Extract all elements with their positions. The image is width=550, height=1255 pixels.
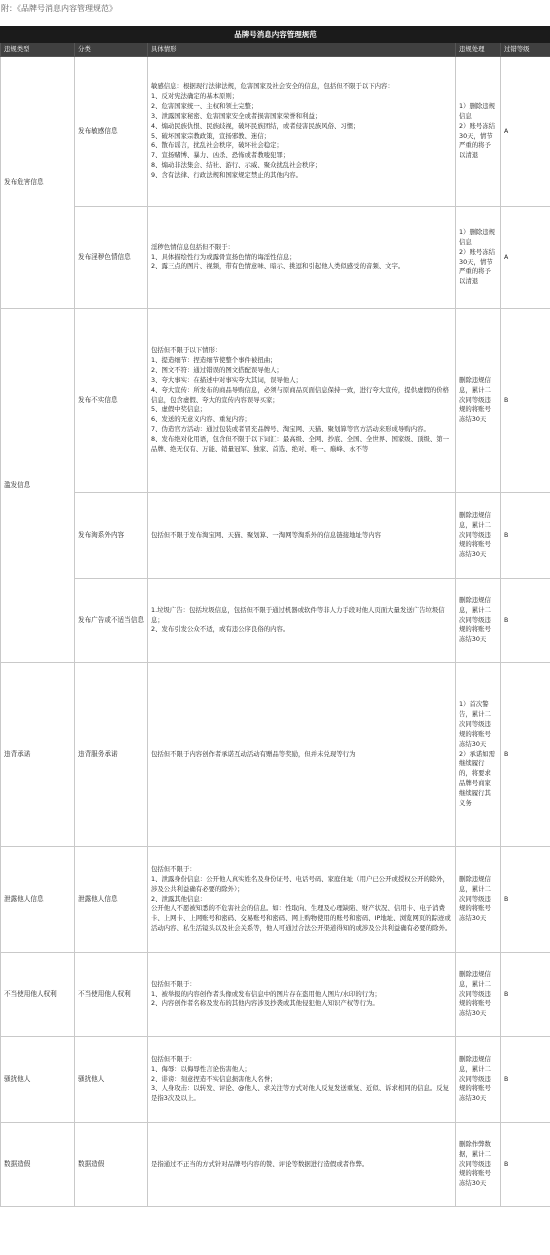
table-row — [1, 57, 550, 207]
action-cell — [456, 1037, 501, 1123]
level-cell: A — [501, 57, 550, 207]
header-action: 违规处理 — [456, 43, 501, 57]
category-cell: 发布不实信息 — [75, 309, 148, 493]
detail-line: 1、被举报的内容创作者头像或发布信息中的图片存在盗用他人图片/水印的行为； — [151, 989, 381, 998]
action-cell — [456, 579, 501, 663]
category-cell: 发布淫秽色情信息 — [75, 207, 148, 309]
level-cell: B — [501, 1123, 550, 1207]
table-row — [1, 847, 550, 953]
table-row — [1, 579, 550, 663]
detail-line: 公开他人不愿被知悉的不危害社会的信息。如：性取向、生理及心理缺陷、财产状况、信用卡、电子消费卡、上网卡、上网账号和密码、交易账号和密码、网上购物使用的账号和密码、IP地址、浏览网页的踪迹或活动内容、私生活镜头以及社会关系等，他人可通过合法公开渠道得知的或涉及公共利益确有必要的除外。 — [151, 904, 452, 933]
detail-line: 7、宣扬赌博、暴力、凶杀、恐怖或者教唆犯罪； — [151, 151, 290, 160]
detail-line: 4、夸大宣传：所发布的商品导购信息，必须与原商品页面信息保持一致，进行夸大宣传，提供虚假的价格信息，包含虚假、夸大的宣传内容误导买家； — [151, 385, 450, 404]
detail-line: 包括但不限于内容创作者承诺互动活动有赠品等奖励，但并未兑现等行为 — [151, 749, 356, 758]
detail-line: 包括但不限于： — [151, 979, 196, 988]
action-cell — [456, 493, 501, 579]
detail-line: 1.垃圾广告：包括垃圾信息，包括但不限于通过机器或软件等非人力手段对他人页面大量发送广告垃圾信息； — [151, 605, 445, 624]
violation-type-cell: 发布危害信息 — [1, 57, 75, 309]
level-cell: B — [501, 663, 550, 847]
detail-line: 3、夸大事实：在描述中对事实夸大其词，误导他人； — [151, 375, 303, 384]
category-cell: 发布淘系外内容 — [75, 493, 148, 579]
detail-cell — [148, 953, 456, 1037]
detail-line: 2、危害国家统一、主权和领土完整； — [151, 101, 258, 110]
violation-type-cell: 数据造假 — [1, 1123, 75, 1207]
detail-line: 3、人身攻击：以转发、评论、@他人、求关注等方式对他人反复发送重复、近似、诉求相同的信息。反复是指3次及以上。 — [151, 1084, 450, 1103]
action-line: 删除违规信息，累计二次同等级违规的将账号冻结30天 — [459, 969, 491, 1018]
detail-line: 2、内容创作者名称及发布的其他内容涉及抄袭或其他侵犯他人知识产权等行为。 — [151, 999, 379, 1008]
action-line: 删除违规信息，累计二次同等级违规的将账号冻结30天 — [459, 510, 491, 559]
detail-line: 1、泄露身份信息：公开他人真实姓名及身份证号、电话号码、家庭住址（用户已公开或授权公开的除外，涉及公共利益确有必要的除外）； — [151, 874, 450, 893]
action-cell — [456, 847, 501, 953]
detail-line: 1、具体描绘性行为或露骨宣扬色情的诲淫性信息； — [151, 252, 296, 261]
detail-line: 8、煽动非法集会、结社、游行、示威、聚众扰乱社会秩序； — [151, 161, 322, 170]
detail-line: 2、露三点的图片、视频，带有色情意味、暗示、挑逗和引起他人类似感受的音频、文字。 — [151, 262, 405, 271]
action-cell — [456, 663, 501, 847]
table-row — [1, 663, 550, 847]
category-cell: 发布敏感信息 — [75, 57, 148, 207]
table-row — [1, 953, 550, 1037]
detail-line: 3、泄露国家秘密、危害国家安全或者损害国家荣誉和利益； — [151, 111, 322, 120]
detail-line: 敏感信息：根据现行法律法规，危害国家及社会安全的信息，包括但不限于以下内容： — [151, 81, 394, 90]
detail-cell — [148, 493, 456, 579]
detail-line: 包括但不限于： — [151, 1054, 196, 1063]
violation-type-cell: 骚扰他人 — [1, 1037, 75, 1123]
level-cell: B — [501, 579, 550, 663]
detail-line: 包括但不限于： — [151, 864, 196, 873]
detail-line: 1、侮辱：以侮辱性言论伤害他人； — [151, 1064, 251, 1073]
detail-line: 9、含有法律、行政法规和国家规定禁止的其他内容。 — [151, 171, 303, 180]
table-row — [1, 493, 550, 579]
action-cell — [456, 1123, 501, 1207]
action-line: 删除违规信息，累计二次同等级违规的将账号冻结30天 — [459, 1054, 491, 1103]
detail-line: 7、伪造官方活动：通过包装或者冒充品牌号、淘宝网、天猫、聚划算等官方活动来形成导购内容。 — [151, 425, 430, 434]
detail-line: 2、图文不符：通过错误的图文搭配误导他人； — [151, 365, 283, 374]
detail-cell — [148, 663, 456, 847]
detail-line: 是指通过不正当的方式针对品牌号内容的赞、评论等数据进行造假或者作弊。 — [151, 1159, 369, 1168]
detail-cell — [148, 1123, 456, 1207]
header-level: 过错等级 — [501, 43, 550, 57]
detail-line: 2、发布引发公众不适，或有违公序良俗的内容。 — [151, 625, 290, 634]
level-cell: B — [501, 847, 550, 953]
category-cell: 泄露他人信息 — [75, 847, 148, 953]
level-cell: B — [501, 1037, 550, 1123]
detail-line: 5、虚假中奖信息； — [151, 405, 207, 414]
category-cell: 发布广告或不适当信息 — [75, 579, 148, 663]
table-row — [1, 1037, 550, 1123]
detail-cell — [148, 309, 456, 493]
detail-line: 1、提造细节：捏造细节使整个事件被扭曲； — [151, 355, 277, 364]
document-caption: 附：《品牌号消息内容管理规范》 — [1, 4, 117, 13]
action-line: 1）删除违规信息 — [459, 227, 496, 246]
detail-line: 8、发布绝对化用语，包含但不限于以下词汇：最高级、全网、抄底、全国、全世界、国家级、顶级、第一品牌、绝无仅有、万能、销量冠军、独家、首选、绝对、唯一、巅峰、永不等 — [151, 435, 450, 454]
category-cell: 骚扰他人 — [75, 1037, 148, 1123]
detail-cell — [148, 207, 456, 309]
category-cell: 不当使用他人权利 — [75, 953, 148, 1037]
action-cell — [456, 309, 501, 493]
violation-type-cell: 不当使用他人权利 — [1, 953, 75, 1037]
action-line: 1）首次警告，累计二次同等级违规的将账号冻结30天 — [459, 699, 491, 748]
detail-cell — [148, 579, 456, 663]
detail-line: 6、发送的无意义内容、重复内容； — [151, 415, 251, 424]
detail-line: 5、破坏国家宗教政策，宣扬邪教、迷信； — [151, 131, 271, 140]
table-title-row — [1, 27, 550, 43]
header-category: 分类 — [75, 43, 148, 57]
header-violation-type: 违规类型 — [1, 43, 75, 57]
header-detail: 具体情形 — [148, 43, 456, 57]
category-cell: 违背服务承诺 — [75, 663, 148, 847]
detail-line: 淫秽色情信息包括但不限于： — [151, 242, 235, 251]
table-row — [1, 1123, 550, 1207]
rules-table — [0, 26, 550, 1207]
action-line: 删除违规信息，累计二次同等级违规的将账号冻结30天 — [459, 375, 491, 424]
violation-type-cell: 泄露他人信息 — [1, 847, 75, 953]
action-line: 删除作弊数据，累计二次同等级违规的将账号冻结30天 — [459, 1139, 491, 1188]
table-row — [1, 309, 550, 493]
action-line: 2）账号冻结30天，情节严重的将予以清退 — [459, 247, 496, 286]
action-line: 2）承诺如需继续履行的，将要求品牌号商家继续履行其义务 — [459, 749, 496, 808]
detail-line: 2、诽谤：刻意捏造不实信息损害他人名誉； — [151, 1074, 277, 1083]
table-title: 品牌号消息内容管理规范 — [1, 27, 550, 43]
table-row — [1, 207, 550, 309]
action-cell — [456, 953, 501, 1037]
level-cell: A — [501, 207, 550, 309]
action-cell — [456, 57, 501, 207]
detail-cell — [148, 57, 456, 207]
action-line: 删除违规信息，累计二次同等级违规的将账号冻结30天 — [459, 874, 491, 923]
detail-line: 1、反对宪法确定的基本原则； — [151, 91, 239, 100]
detail-line: 包括但不限于以下情形： — [151, 345, 222, 354]
level-cell: B — [501, 953, 550, 1037]
level-cell: B — [501, 309, 550, 493]
violation-type-cell: 违背承诺 — [1, 663, 75, 847]
detail-line: 2、泄露其他信息： — [151, 894, 207, 903]
table-header-row — [1, 43, 550, 57]
violation-type-cell: 滥发信息 — [1, 309, 75, 663]
detail-line: 包括但不限于发布淘宝网、天猫、聚划算、一淘网等淘系外的信息链接地址等内容 — [151, 530, 382, 539]
category-cell: 数据造假 — [75, 1123, 148, 1207]
detail-cell — [148, 847, 456, 953]
detail-line: 4、煽动民族仇恨、民族歧视，破坏民族团结，或者侵害民族风俗、习惯； — [151, 121, 360, 130]
detail-cell — [148, 1037, 456, 1123]
detail-line: 6、散布谣言，扰乱社会秩序，破坏社会稳定； — [151, 141, 283, 150]
level-cell: B — [501, 493, 550, 579]
action-line: 1）删除违规信息 — [459, 101, 496, 120]
action-line: 删除违规信息，累计二次同等级违规的将账号冻结30天 — [459, 595, 491, 644]
action-line: 2）账号冻结30天，情节严重的将予以清退 — [459, 121, 496, 160]
table-body — [1, 57, 550, 1207]
action-cell — [456, 207, 501, 309]
